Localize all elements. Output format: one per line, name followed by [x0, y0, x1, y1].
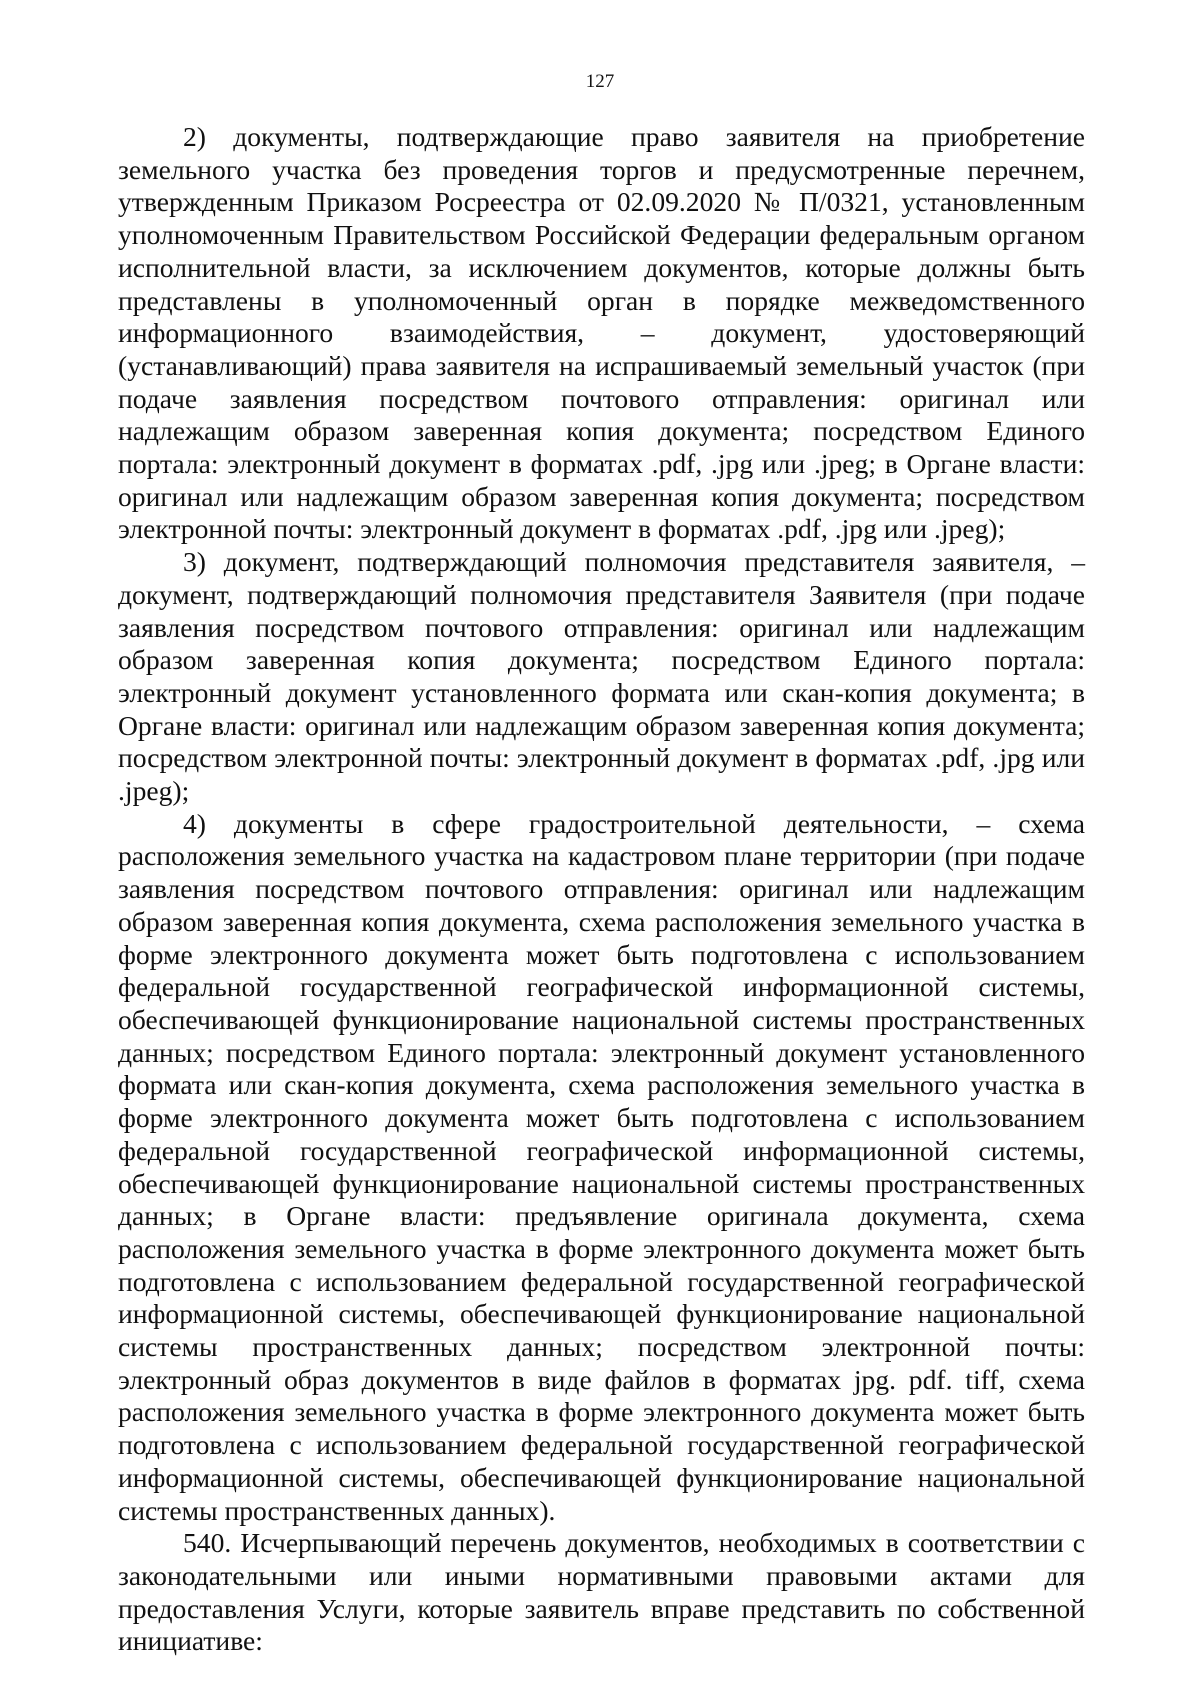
document-body [118, 121, 1085, 1658]
paragraph-item-3: 3) документ, подтверждающий полномочия представителя заявителя, – документ, подтверждающий полномочия представителя Заявителя (при подаче заявления посредством почтового отправления: оригинал или надлежащим образом заверенная копия документа; посредством Единого портала: электронный документ установленного формата или скан-копия документа; в Органе власти: оригинал или надлежащим образом заверенная копия документа; посредством электронной почты: электронный документ в форматах .pdf, .jpg или .jpeg); [118, 546, 1085, 807]
paragraph-item-4: 4) документы в сфере градостроительной деятельности, – схема расположения земельного участка на кадастровом плане территории (при подаче заявления посредством почтового отправления: оригинал или надлежащим образом заверенная копия документа, схема расположения земельного участка в форме электронного документа может быть подготовлена с использованием федеральной государственной географической информационной системы, обеспечивающей функционирование национальной системы пространственных данных; посредством Единого портала: электронный документ установленного формата или скан-копия документа, схема расположения земельного участка в форме электронного документа может быть подготовлена с использованием федеральной государственной географической информационной системы, обеспечивающей функционирование национальной системы пространственных данных; в Органе власти: предъявление оригинала документа, схема расположения земельного участка в форме электронного документа может быть подготовлена с использованием федеральной государственной географической информационной системы, обеспечивающей функционирование национальной системы пространственных данных; посредством электронной почты: электронный образ документов в виде файлов в форматах jpg. pdf. tiff, схема расположения земельного участка в форме электронного документа может быть подготовлена с использованием федеральной государственной географической информационной системы, обеспечивающей функционирование национальной системы пространственных данных). [118, 807, 1085, 1526]
paragraph-clause-540: 540. Исчерпывающий перечень документов, необходимых в соответствии с законодательными или иными нормативными правовыми актами для предоставления Услуги, которые заявитель вправе представить по собственной инициативе: [118, 1527, 1085, 1657]
page-number: 127 [585, 71, 615, 92]
paragraph-item-2: 2) документы, подтверждающие право заявителя на приобретение земельного участка без проведения торгов и предусмотренные перечнем, утвержденным Приказом Росреестра от 02.09.2020 № П/0321, установленным уполномоченным Правительством Российской Федерации федеральным органом исполнительной власти, за исключением документов, которые должны быть представлены в уполномоченный орган в порядке межведомственного информационного взаимодействия, – документ, удостоверяющий (устанавливающий) права заявителя на испрашиваемый земельный участок (при подаче заявления посредством почтового отправления: оригинал или надлежащим образом заверенная копия документа; посредством Единого портала: электронный документ в форматах .pdf, .jpg или .jpeg; в Органе власти: оригинал или надлежащим образом заверенная копия документа; посредством электронной почты: электронный документ в форматах .pdf, .jpg или .jpeg); [118, 121, 1085, 545]
